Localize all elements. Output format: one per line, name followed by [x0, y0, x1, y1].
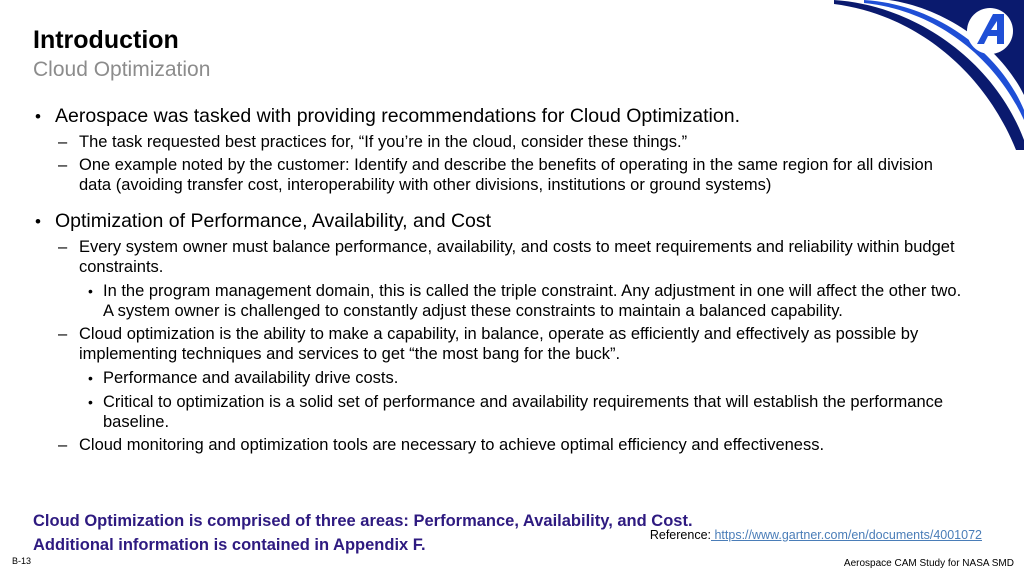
reference-link[interactable]: https://www.gartner.com/en/documents/4001072 [711, 528, 982, 542]
sub-bullet-item: – Cloud monitoring and optimization tools are necessary to achieve optimal efficiency and effectiveness. [58, 436, 825, 454]
reference-label: Reference: [649, 528, 711, 542]
footer-text: Aerospace CAM Study for NASA SMD [843, 558, 1014, 569]
bullet-item: • Optimization of Performance, Availability, and Cost [35, 210, 492, 232]
bullet-item: • Aerospace was tasked with providing recommendations for Cloud Optimization. [35, 105, 740, 127]
page-subtitle: Cloud Optimization [33, 58, 211, 81]
callout-line: Cloud Optimization is comprised of three areas: Performance, Availability, and Cost. [33, 512, 693, 530]
sub-bullet-item: – The task requested best practices for, “If you’re in the cloud, consider these things.” [58, 133, 688, 151]
sub-bullet-item: – Cloud optimization is the ability to make a capability, in balance, operate as efficiently and effectively as possible by implementing techniques and services to get “the most bang for the buck”. [58, 325, 919, 363]
sub-sub-bullet-item: • Critical to optimization is a solid set of performance and availability requirements that will establish the performance baseline. [88, 393, 944, 431]
sub-bullet-item: – One example noted by the customer: Identify and describe the benefits of operating in the same region for all division data (avoiding transfer cost, interoperability with other divisions, institutions or ground systems) [58, 156, 933, 194]
callout [33, 509, 693, 557]
sub-sub-bullet-item: • Performance and availability drive costs. [88, 369, 399, 387]
bullet-list [33, 104, 963, 455]
sub-sub-bullet-item: • In the program management domain, this is called the triple constraint. Any adjustment in one will affect the other two. A system owner is challenged to constantly adjust these constraints to maintain a balanced capability. [88, 282, 962, 320]
page-number: B-13 [12, 556, 32, 566]
page-title: Introduction [33, 26, 179, 54]
callout-line: Additional information is contained in Appendix F. [33, 536, 426, 554]
sub-bullet-item: – Every system owner must balance performance, availability, and costs to meet requirements and reliability within budget constraints. [58, 238, 955, 276]
reference [650, 528, 982, 542]
